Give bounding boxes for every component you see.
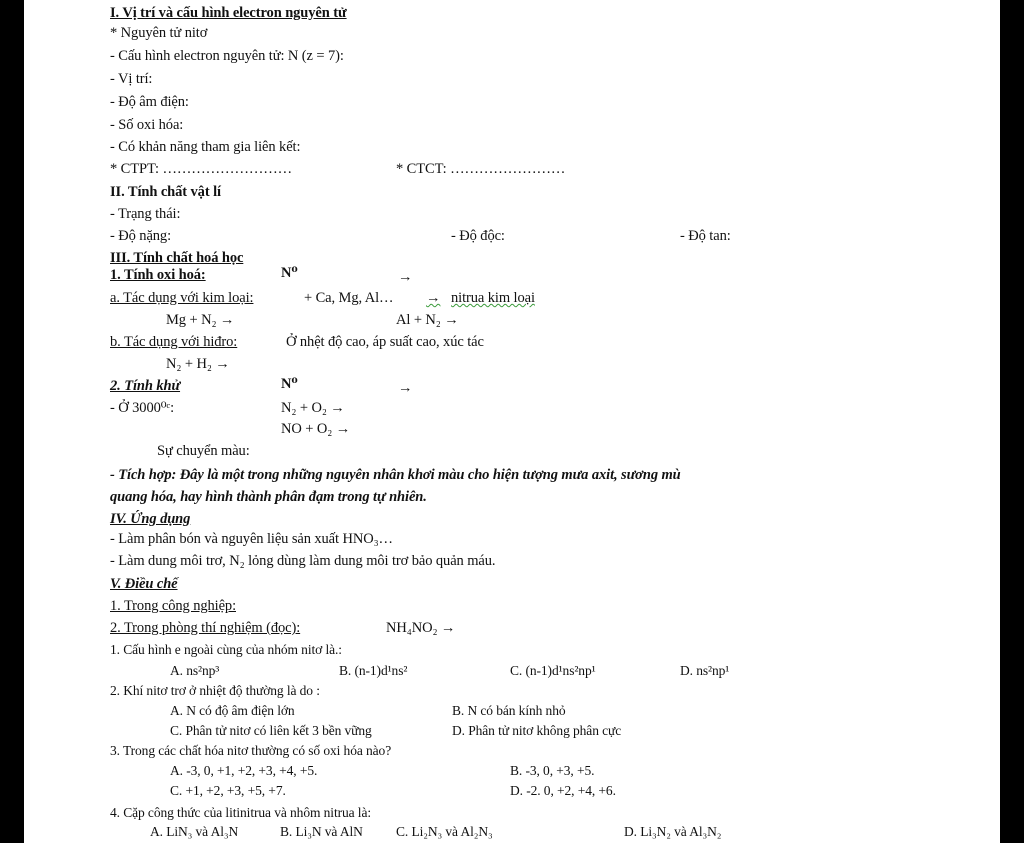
option-d: D. ns²np¹	[680, 663, 730, 678]
option-c: C. Phân tử nitơ có liên kết 3 bền vững	[170, 723, 372, 738]
section-5-title: V. Điều chế	[110, 576, 178, 592]
equation: NO + O₂ →	[281, 421, 351, 437]
option-c: C. Li₂N₃ và Al₂N₃	[396, 824, 493, 839]
question-1: 1. Cấu hình e ngoài cùng của nhóm nitơ là.:	[110, 642, 342, 657]
arrow: →	[398, 380, 413, 396]
option-b: B. (n-1)d¹ns²	[339, 663, 408, 678]
text-line: quang hóa, hay hình thành phân đạm trong tự nhiên.	[110, 489, 427, 505]
subheading: 2. Tính khử	[110, 378, 181, 394]
formula: N⁰	[281, 265, 298, 281]
question-3: 3. Trong các chất hóa nitơ thường có số oxi hóa nào?	[110, 743, 392, 758]
text-line: - Làm dung môi trơ, N₂ lỏng dùng làm dung môi trơ bảo quản máu.	[110, 553, 496, 569]
section-3-title: III. Tính chất hoá học	[110, 250, 244, 266]
option-c: C. +1, +2, +3, +5, +7.	[170, 783, 286, 798]
text-line: - Trạng thái:	[110, 206, 181, 222]
section-2-title: II. Tính chất vật lí	[110, 184, 221, 200]
text-line: + Ca, Mg, Al…	[304, 290, 394, 306]
text-line: - Tích hợp: Đây là một trong những nguyên nhân khơi màu cho hiện tượng mưa axit, sương mù	[110, 467, 681, 483]
option-a: A. -3, 0, +1, +2, +3, +4, +5.	[170, 763, 318, 778]
section-1-title: I. Vị trí và cấu hình electron nguyên tử	[110, 5, 347, 21]
equation: N₂ + H₂ →	[166, 356, 230, 372]
text-line: 1. Trong công nghiệp:	[110, 598, 236, 614]
section-4-title: IV. Ứng dụng	[110, 511, 191, 527]
option-d: D. -2. 0, +2, +4, +6.	[510, 783, 616, 798]
text-line: - Độ tan:	[680, 228, 731, 244]
arrow: →	[398, 269, 413, 285]
option-a: A. LiN₃ và Al₃N	[150, 824, 239, 839]
text-line: a. Tác dụng với kim loại:	[110, 290, 254, 306]
text-line: 2. Trong phòng thí nghiệm (đọc):	[110, 620, 301, 636]
option-a: A. ns²np³	[170, 663, 220, 678]
text-line: Sự chuyển màu:	[157, 443, 250, 459]
text-line: nitrua kim loại	[451, 290, 535, 306]
ctpt-line: * CTPT: ………………………	[110, 161, 293, 177]
text-line: - Làm phân bón và nguyên liệu sản xuất HNO₃…	[110, 531, 393, 547]
text-line: b. Tác dụng với hiđro:	[110, 334, 238, 350]
arrow: →	[426, 290, 441, 306]
equation: Al + N₂ →	[396, 312, 459, 328]
text-line: - Độ nặng:	[110, 228, 172, 244]
formula: N⁰	[281, 376, 298, 392]
question-2: 2. Khí nitơ trơ ở nhiệt độ thường là do :	[110, 683, 320, 698]
text-line: * Nguyên tử nitơ	[110, 25, 208, 41]
equation: N₂ + O₂ →	[281, 400, 345, 416]
ctct-line: * CTCT: ……………………	[396, 161, 566, 177]
option-b: B. N có bán kính nhỏ	[452, 703, 566, 718]
subheading: 1. Tính oxi hoá:	[110, 267, 206, 283]
option-d: D. Li₃N₂ và Al₃N₂	[624, 824, 722, 839]
option-d: D. Phân tử nitơ không phân cực	[452, 723, 622, 738]
option-b: B. Li₃N và AlN	[280, 824, 363, 839]
option-b: B. -3, 0, +3, +5.	[510, 763, 595, 778]
equation: NH₄NO₂ →	[386, 620, 456, 636]
text-line: - Vị trí:	[110, 71, 153, 87]
text-line: - Có khản năng tham gia liên kết:	[110, 139, 301, 155]
document-page	[24, 0, 1000, 843]
equation: Mg + N₂ →	[166, 312, 235, 328]
question-4: 4. Cặp công thức của litinitrua và nhôm nitrua là:	[110, 805, 371, 820]
option-a: A. N có độ âm điện lớn	[170, 703, 295, 718]
option-c: C. (n-1)d¹ns²np¹	[510, 663, 596, 678]
text-line: Ở nhệt độ cao, áp suất cao, xúc tác	[286, 334, 484, 350]
text-line: - Cấu hình electron nguyên tử: N (z = 7):	[110, 48, 344, 64]
text-line: - Số oxi hóa:	[110, 117, 184, 133]
text-line: - Độ âm điện:	[110, 94, 189, 110]
text-line: - Độ độc:	[451, 228, 505, 244]
text-line: - Ở 3000⁰ᶜ:	[110, 400, 175, 416]
